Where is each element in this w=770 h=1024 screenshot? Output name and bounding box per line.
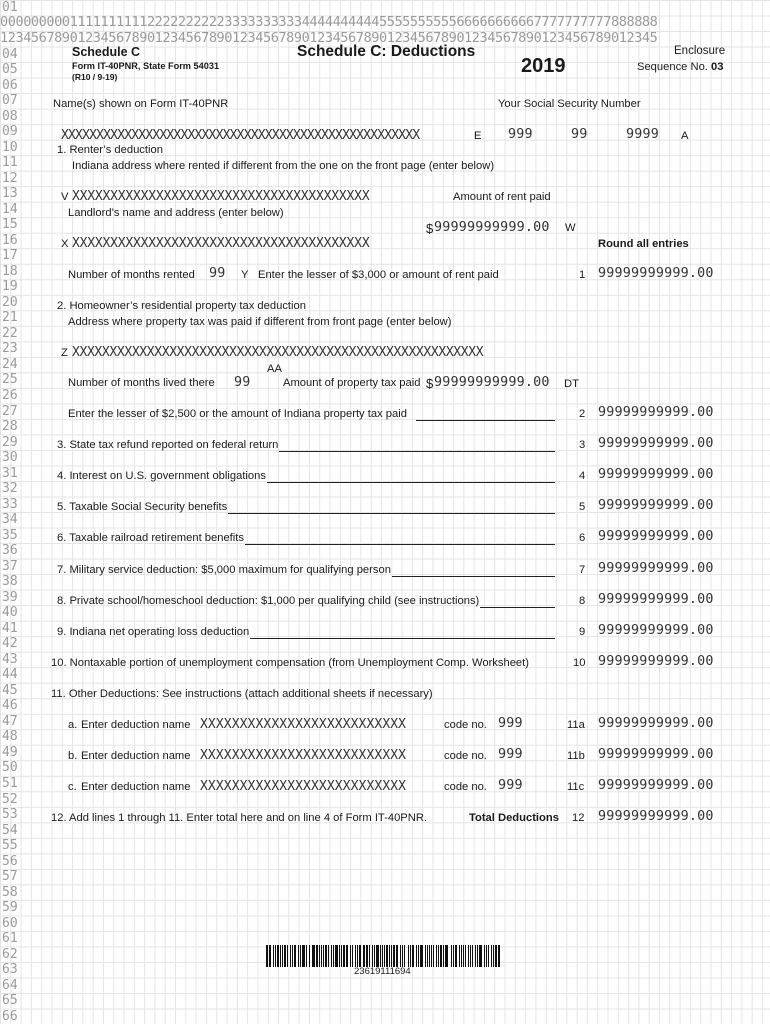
line-amount[interactable]: 99999999999.00: [598, 747, 714, 762]
barcode-bar: [366, 945, 368, 967]
barcode-bar: [316, 945, 318, 967]
barcode-bar: [429, 945, 431, 967]
grid-row-number: 45: [2, 682, 18, 698]
months-lived-field[interactable]: 99: [234, 375, 251, 390]
barcode-bar: [313, 945, 315, 967]
barcode-bar: [477, 945, 478, 967]
grid-row-number: 50: [2, 760, 18, 776]
line-number: 6: [579, 532, 586, 544]
renter-address-field[interactable]: XXXXXXXXXXXXXXXXXXXXXXXXXXXXXXXXXXXXXXX: [72, 189, 370, 204]
barcode-bar: [422, 945, 423, 967]
grid-row-number: 11: [2, 155, 18, 171]
ssn-part2-field[interactable]: 99: [571, 127, 588, 142]
line-amount[interactable]: 99999999999.00: [598, 467, 714, 482]
grid-row-number: 61: [2, 931, 18, 947]
barcode-bar: [273, 945, 274, 967]
barcode-bar: [499, 945, 500, 967]
property-tax-lesser-label: Enter the lesser of $2,500 or the amount of Indiana property tax paid: [68, 408, 407, 420]
grid-row-number: 49: [2, 744, 18, 760]
rent-w-code: W: [565, 222, 576, 234]
grid-ruler-tens: 0000000001111111111222222222233333333334444444444555555555566666666667777777777888888: [0, 14, 658, 30]
landlord-label: Landlord’s name and address (enter below): [68, 207, 284, 219]
ssn-part3-field[interactable]: 9999: [626, 127, 660, 142]
line-label: 4. Interest on U.S. government obligations: [57, 470, 266, 482]
barcode-bar: [470, 945, 471, 967]
grid-row-number: 20: [2, 294, 18, 310]
rent-paid-label: Amount of rent paid: [453, 191, 551, 203]
deduction-name-field[interactable]: XXXXXXXXXXXXXXXXXXXXXXXXXX: [200, 748, 407, 763]
barcode: [266, 945, 506, 967]
grid-row-number: 34: [2, 512, 18, 528]
total-deductions-label: Total Deductions: [469, 812, 559, 824]
barcode-bar: [416, 945, 417, 967]
months-lived-label: Number of months lived there: [68, 377, 215, 389]
barcode-bar: [486, 945, 487, 967]
barcode-bar: [339, 945, 340, 967]
grid-row-number: 55: [2, 838, 18, 854]
line-label: 6. Taxable railroad retirement benefits: [57, 532, 244, 544]
page-title: Schedule C: Deductions: [297, 43, 476, 60]
line-number: 4: [579, 470, 586, 482]
name-field[interactable]: XXXXXXXXXXXXXXXXXXXXXXXXXXXXXXXXXXXXXXXXXXXXXXXXXXX: [61, 128, 420, 143]
barcode-bar: [412, 945, 415, 967]
line-number: 11c: [567, 781, 585, 793]
barcode-bar: [431, 945, 432, 967]
grid-row-number: 43: [2, 651, 18, 667]
renter-address-label: Indiana address where rented if different from the one on the front page (enter below): [72, 160, 495, 172]
line-2-number: 2: [579, 408, 586, 420]
line-amount[interactable]: 99999999999.00: [598, 654, 714, 669]
line-number: 10: [573, 657, 586, 669]
grid-row-number: 31: [2, 465, 18, 481]
barcode-bar: [420, 945, 422, 967]
grid-row-number: 13: [2, 186, 18, 202]
grid-row-number: 19: [2, 279, 18, 295]
ssn-part1-field[interactable]: 999: [508, 127, 533, 142]
barcode-bar: [465, 945, 466, 967]
line-amount[interactable]: 99999999999.00: [598, 592, 714, 607]
line-12-number: 12: [572, 812, 585, 824]
round-all-entries: Round all entries: [598, 238, 689, 250]
barcode-bar: [323, 945, 324, 967]
barcode-bar: [294, 945, 297, 967]
grid-row-number: 58: [2, 884, 18, 900]
barcode-bar: [333, 945, 334, 967]
barcode-bar: [372, 945, 373, 967]
property-tax-label: Amount of property tax paid: [283, 377, 421, 389]
landlord-field[interactable]: XXXXXXXXXXXXXXXXXXXXXXXXXXXXXXXXXXXXXXX: [72, 236, 370, 251]
line-underline: [392, 576, 555, 577]
code-no-field[interactable]: 999: [498, 778, 523, 793]
barcode-bar: [369, 945, 370, 967]
barcode-bar: [386, 945, 388, 967]
grid-row-number: 22: [2, 325, 18, 341]
grid-row-number: 56: [2, 853, 18, 869]
barcode-bar: [404, 945, 406, 967]
grid-row-number: 47: [2, 713, 18, 729]
line-label: 8. Private school/homeschool deduction: $1,000 per qualifying child (see instructions): [57, 595, 480, 607]
property-tax-dollar-sign: $: [426, 376, 434, 391]
barcode-bar: [328, 945, 329, 967]
line-number: 7: [579, 564, 586, 576]
barcode-bar: [382, 945, 383, 967]
grid-row-number: 53: [2, 807, 18, 823]
barcode-bar: [352, 945, 353, 967]
barcode-bar: [298, 945, 299, 967]
deduction-name-label: Enter deduction name: [81, 719, 191, 731]
barcode-bar: [451, 945, 452, 967]
grid-ruler-units: 1234567890123456789012345678901234567890123456789012345678901234567890123456789012345: [0, 30, 658, 46]
grid-row-number: 65: [2, 993, 18, 1009]
grid-row-number: 60: [2, 915, 18, 931]
grid-row-number: 15: [2, 217, 18, 233]
barcode-bar: [277, 945, 279, 967]
grid-row-number: 48: [2, 729, 18, 745]
other-item-prefix: b.: [68, 750, 78, 762]
barcode-bar: [484, 945, 485, 967]
barcode-bar: [459, 945, 460, 967]
barcode-bar: [292, 945, 293, 967]
sequence-label: Sequence No.: [637, 61, 708, 73]
grid-row-number: 07: [2, 93, 18, 109]
barcode-bar: [312, 945, 313, 967]
line-amount[interactable]: 99999999999.00: [598, 623, 714, 638]
barcode-bar: [418, 945, 419, 967]
grid-row-number: 44: [2, 667, 18, 683]
line-number: 9: [579, 626, 586, 638]
barcode-bar: [282, 945, 283, 967]
barcode-bar: [335, 945, 338, 967]
line-label: 3. State tax refund reported on federal return: [57, 439, 279, 451]
grid-row-number: 28: [2, 419, 18, 435]
barcode-bar: [438, 945, 439, 967]
line-number: 3: [579, 439, 586, 451]
name-code: E: [474, 130, 482, 142]
barcode-bar: [364, 945, 365, 967]
barcode-bar: [376, 945, 379, 967]
grid-row-number: 23: [2, 341, 18, 357]
barcode-bar: [280, 945, 281, 967]
barcode-bar: [357, 945, 358, 967]
code-no-label: code no.: [444, 719, 487, 731]
grid-row-number: 37: [2, 558, 18, 574]
line-label: 5. Taxable Social Security benefits: [57, 501, 228, 513]
barcode-bar: [472, 945, 474, 967]
barcode-bar: [380, 945, 381, 967]
grid-row-number: 10: [2, 139, 18, 155]
barcode-bar: [321, 945, 322, 967]
line-amount[interactable]: 99999999999.00: [598, 498, 714, 513]
barcode-bar: [445, 945, 447, 967]
line-number: 11a: [567, 719, 585, 731]
grid-row-number: 63: [2, 962, 18, 978]
months-rented-label: Number of months rented: [68, 269, 195, 281]
line-1-number: 1: [579, 269, 586, 281]
homeowner-title: 2. Homeowner’s residential property tax deduction: [57, 300, 306, 312]
sequence-value: 03: [711, 61, 724, 73]
homeowner-address-label: Address where property tax was paid if different from front page (enter below): [68, 316, 452, 328]
barcode-bar: [436, 945, 437, 967]
line-label: 9. Indiana net operating loss deduction: [57, 626, 250, 638]
grid-row-number: 26: [2, 388, 18, 403]
grid-row-number: 12: [2, 170, 18, 186]
line-amount[interactable]: 99999999999.00: [598, 778, 714, 793]
grid-row-number: 51: [2, 776, 18, 791]
barcode-bar: [359, 945, 361, 967]
barcode-bar: [306, 945, 307, 967]
barcode-bar: [475, 945, 476, 967]
rent-dollar-sign: $: [426, 221, 434, 236]
form-id: [72, 61, 219, 71]
grid-row-number: 57: [2, 869, 18, 885]
barcode-bar: [309, 945, 310, 967]
barcode-bar: [427, 945, 428, 967]
deduction-name-label: Enter deduction name: [81, 781, 191, 793]
sequence-number: [637, 61, 723, 73]
barcode-bar: [461, 945, 462, 967]
grid-row-number: 41: [2, 620, 18, 636]
barcode-bar: [319, 945, 320, 967]
grid-row-number: 62: [2, 946, 18, 962]
grid-row-number: 54: [2, 822, 18, 838]
barcode-bar: [447, 945, 448, 967]
months-rented-field[interactable]: 99: [209, 266, 226, 281]
barcode-bar: [266, 945, 268, 967]
line-underline: [245, 544, 555, 545]
grid-row-number: 40: [2, 605, 18, 621]
grid-row-number: 17: [2, 248, 18, 264]
line-amount[interactable]: 99999999999.00: [598, 561, 714, 576]
barcode-bar: [300, 945, 301, 967]
barcode-bar: [290, 945, 291, 967]
barcode-bar: [393, 945, 395, 967]
barcode-bar: [468, 945, 469, 967]
line-number: 5: [579, 501, 586, 513]
grid-row-number: 01: [2, 0, 18, 15]
barcode-bar: [498, 945, 499, 967]
barcode-bar: [433, 945, 434, 967]
grid-row-number: 06: [2, 77, 18, 93]
ssn-code: A: [681, 130, 689, 142]
grid-row-number: 39: [2, 589, 18, 605]
form-number: Form IT-40PNR,: [72, 61, 141, 71]
line-amount[interactable]: 99999999999.00: [598, 529, 714, 544]
grid-row-number: 27: [2, 403, 18, 419]
renter-v-code: V: [61, 191, 69, 203]
barcode-bar: [374, 945, 375, 967]
barcode-bar: [302, 945, 304, 967]
grid-row-number: 42: [2, 636, 18, 652]
barcode-bar: [363, 945, 364, 967]
barcode-bar: [396, 945, 397, 967]
grid-row-number: 66: [2, 1008, 18, 1024]
barcode-bar: [275, 945, 276, 967]
grid-row-number: 38: [2, 574, 18, 590]
rent-amount-field[interactable]: 99999999999.00: [434, 220, 550, 235]
barcode-bar: [269, 945, 270, 967]
grid-row-number: 36: [2, 543, 18, 559]
grid-row-number: 09: [2, 124, 18, 140]
barcode-bar: [488, 945, 490, 967]
form-revision: (R10 / 9-19): [72, 72, 118, 82]
barcode-bar: [491, 945, 492, 967]
code-no-field[interactable]: 999: [498, 747, 523, 762]
line-number: 11b: [567, 750, 585, 762]
grid-row-number: 25: [2, 372, 18, 388]
barcode-number: 23619111694: [354, 966, 411, 977]
code-no-label: code no.: [444, 750, 487, 762]
grid-row-number: 59: [2, 900, 18, 916]
code-no-field[interactable]: 999: [498, 716, 523, 731]
barcode-bar: [443, 945, 444, 967]
grid-row-number: 21: [2, 310, 18, 326]
grid-row-number: 18: [2, 263, 18, 279]
barcode-bar: [408, 945, 409, 967]
barcode-bar: [341, 945, 342, 967]
barcode-bar: [495, 945, 497, 967]
grid-row-number: 24: [2, 356, 18, 372]
barcode-bar: [284, 945, 286, 967]
barcode-bar: [389, 945, 390, 967]
barcode-bar: [463, 945, 465, 967]
property-tax-amount-field[interactable]: 99999999999.00: [434, 375, 550, 390]
grid-row-number: 35: [2, 527, 18, 543]
grid-row-number: 14: [2, 201, 18, 217]
line-amount[interactable]: 99999999999.00: [598, 436, 714, 451]
enclosure-label: Enclosure: [674, 45, 726, 57]
line-2-underline: [416, 420, 555, 421]
deduction-name-label: Enter deduction name: [81, 750, 191, 762]
barcode-bar: [440, 945, 442, 967]
line-underline: [228, 513, 555, 514]
line-underline: [250, 638, 555, 639]
homeowner-aa-code: AA: [267, 363, 282, 375]
grid-row-number: 04: [2, 46, 18, 62]
barcode-bar: [402, 945, 403, 967]
landlord-x-code: X: [61, 238, 69, 250]
line-amount[interactable]: 99999999999.00: [598, 716, 714, 731]
line-label: 10. Nontaxable portion of unemployment compensation (from Unemployment Comp. Worksheet): [51, 657, 529, 669]
barcode-bar: [493, 945, 494, 967]
homeowner-z-code: Z: [61, 347, 68, 359]
barcode-bar: [410, 945, 411, 967]
grid-row-number: 16: [2, 232, 18, 248]
barcode-bar: [343, 945, 345, 967]
barcode-bar: [304, 945, 305, 967]
tax-year: 2019: [521, 55, 566, 77]
grid-row-number: 32: [2, 481, 18, 497]
rent-lesser-label: Enter the lesser of $3,000 or amount of rent paid: [258, 269, 499, 281]
barcode-bar: [347, 945, 348, 967]
other-deductions-title: 11. Other Deductions: See instructions (attach additional sheets if necessary): [51, 688, 433, 700]
barcode-bar: [384, 945, 385, 967]
grid-row-number: 05: [2, 62, 18, 78]
line-12-amount[interactable]: 99999999999.00: [598, 809, 714, 824]
deduction-name-field[interactable]: XXXXXXXXXXXXXXXXXXXXXXXXXX: [200, 717, 407, 732]
barcode-bar: [331, 945, 332, 967]
barcode-bar: [270, 945, 271, 967]
barcode-bar: [479, 945, 481, 967]
deduction-name-field[interactable]: XXXXXXXXXXXXXXXXXXXXXXXXXX: [200, 779, 407, 794]
ssn-label: Your Social Security Number: [498, 98, 641, 110]
line-underline: [279, 451, 555, 452]
line-number: 8: [579, 595, 586, 607]
barcode-bar: [481, 945, 482, 967]
line-underline: [267, 482, 555, 483]
barcode-bar: [325, 945, 327, 967]
state-form: State Form 54031: [142, 61, 220, 71]
barcode-bar: [400, 945, 401, 967]
grid-row-number: 29: [2, 434, 18, 450]
grid-row-number: 64: [2, 977, 18, 993]
barcode-bar: [453, 945, 454, 967]
schedule-label: Schedule C: [72, 45, 141, 59]
other-item-prefix: c.: [68, 781, 77, 793]
barcode-bar: [397, 945, 398, 967]
barcode-bar: [391, 945, 392, 967]
barcode-bar: [425, 945, 426, 967]
homeowner-address-field[interactable]: XXXXXXXXXXXXXXXXXXXXXXXXXXXXXXXXXXXXXXXXXXXXXXXXXXXXXXX: [72, 345, 484, 360]
grid-row-number: 30: [2, 450, 18, 466]
barcode-bar: [355, 945, 357, 967]
grid-row-number: 08: [2, 108, 18, 124]
grid-row-number: 46: [2, 698, 18, 714]
code-no-label: code no.: [444, 781, 487, 793]
line-2-amount[interactable]: 99999999999.00: [598, 405, 714, 420]
barcode-bar: [287, 945, 288, 967]
barcode-bar: [455, 945, 458, 967]
barcode-bar: [346, 945, 347, 967]
barcode-bar: [350, 945, 351, 967]
renter-y-code: Y: [241, 269, 249, 281]
grid-row-number: 52: [2, 791, 18, 807]
line-1-amount[interactable]: 99999999999.00: [598, 266, 714, 281]
line-underline: [480, 607, 555, 608]
grid-row-number: 33: [2, 496, 18, 512]
property-tax-dt-code: DT: [564, 378, 579, 390]
total-label: 12. Add lines 1 through 11. Enter total here and on line 4 of Form IT-40PNR.: [51, 812, 428, 824]
renter-title: 1. Renter’s deduction: [57, 144, 163, 156]
names-label: Name(s) shown on Form IT-40PNR: [53, 98, 229, 110]
line-label: 7. Military service deduction: $5,000 maximum for qualifying person: [57, 564, 391, 576]
other-item-prefix: a.: [68, 719, 78, 731]
